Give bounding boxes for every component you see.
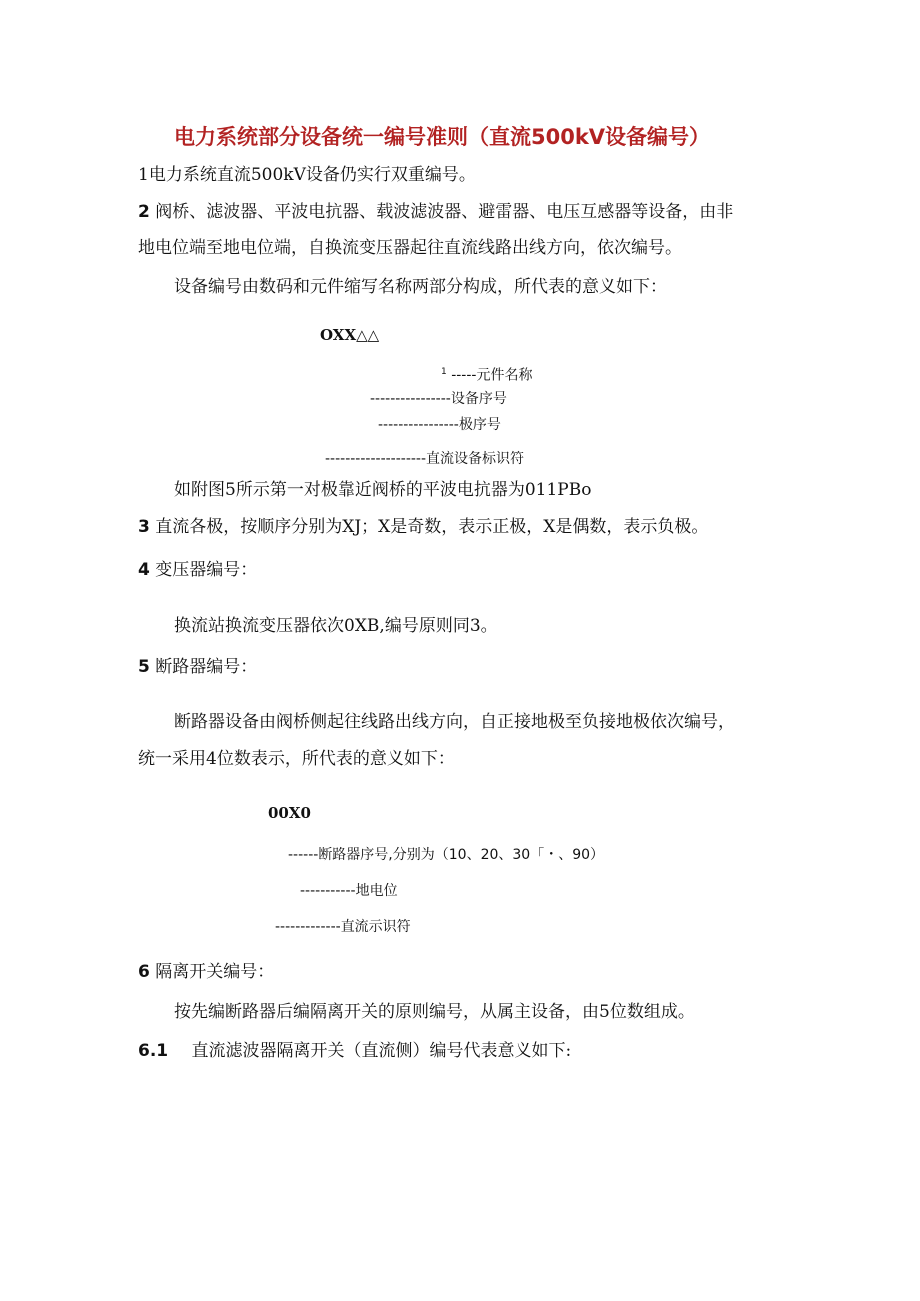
diagram2-dashes-2: -----------: [300, 883, 356, 899]
section-2-para: 设备编号由数码和元件缩写名称两部分构成，所代表的意义如下：: [174, 277, 667, 297]
diagram2-dashes-3: -------------: [275, 919, 341, 935]
section-4: [138, 562, 257, 579]
diagram1-dashes-4: --------------------: [325, 451, 427, 467]
section-5-text: 断路器编号：: [155, 657, 258, 677]
section-6-para: 按先编断路器后编隔离开关的原则编号，从属主设备，由5位数组成。: [174, 1002, 695, 1022]
diagram1-line-element-name: [441, 368, 532, 383]
section-5-para-2: 统一采用4位数表示，所代表的意义如下：: [138, 749, 455, 769]
diagram2-line-ground-potential: [300, 884, 398, 898]
section-3: [138, 519, 708, 536]
example-text: 如附图5所示第一对极靠近阀桥的平波电抗器为011PBo: [174, 480, 592, 500]
page-title: 电力系统部分设备统一编号准则（直流500kV设备编号）: [174, 125, 711, 149]
section-2-text-1: 阀桥、滤波器、平波电抗器、载波滤波器、避雷器、电压互感器等设备，由非: [155, 202, 734, 222]
diagram2-line-breaker-seq: [288, 848, 604, 862]
diagram1-label-dc-identifier: 直流设备标识符: [426, 451, 525, 467]
section-1-text: 1电力系统直流500kV设备仍实行双重编号。: [138, 165, 476, 185]
breaker-code-pattern: 00X0: [268, 804, 311, 822]
section-4-para: 换流站换流变压器依次0XB,编号原则同3。: [174, 616, 498, 636]
diagram1-marker: 1: [441, 367, 447, 377]
diagram1-line-device-seq: [370, 392, 507, 406]
diagram1-line-dc-identifier: [325, 452, 524, 466]
section-4-text: 变压器编号：: [155, 560, 258, 580]
section-2-number: 2: [138, 202, 150, 222]
diagram1-dashes-1: -----: [451, 367, 477, 384]
diagram1-label-element-name: 元件名称: [476, 367, 533, 384]
section-3-text: 直流各极，按顺序分别为XJ；X是奇数，表示正极，X是偶数，表示负极。: [155, 517, 709, 537]
section-6-number: 6: [138, 962, 150, 982]
section-3-number: 3: [138, 517, 150, 537]
diagram1-label-pole-seq: 极序号: [458, 417, 501, 433]
section-2-line2: 地电位端至地电位端，自换流变压器起往直流线路出线方向，依次编号。: [138, 238, 682, 258]
section-6-text: 隔离开关编号：: [155, 962, 275, 982]
section-5-number: 5: [138, 657, 150, 677]
diagram1-dashes-2: ----------------: [370, 391, 451, 407]
diagram1-label-device-seq: 设备序号: [450, 391, 507, 407]
section-4-number: 4: [138, 560, 150, 580]
section-6-1: [138, 1043, 571, 1060]
section-6: [138, 964, 274, 981]
diagram2-line-dc-identifier: [275, 920, 411, 934]
diagram1-dashes-3: ----------------: [378, 417, 459, 433]
section-5: [138, 659, 257, 676]
diagram2-label-ground-potential: 地电位: [355, 883, 398, 899]
diagram2-label-breaker-seq: 断路器序号,分别为（10、20、30「・、90）: [318, 847, 605, 863]
diagram1-line-pole-seq: [378, 418, 501, 432]
section-2-line1: [138, 204, 733, 221]
section-5-para-1: 断路器设备由阀桥侧起往线路出线方向，自正接地极至负接地极依次编号，: [174, 712, 735, 732]
device-code-pattern: OXX△△: [320, 326, 380, 344]
diagram2-label-dc-identifier: 直流示识符: [340, 919, 411, 935]
diagram2-dashes-1: ------: [288, 847, 319, 863]
section-6-1-text: 直流滤波器隔离开关（直流侧）编号代表意义如下:: [191, 1041, 572, 1061]
section-6-1-number: 6.1: [138, 1041, 169, 1061]
